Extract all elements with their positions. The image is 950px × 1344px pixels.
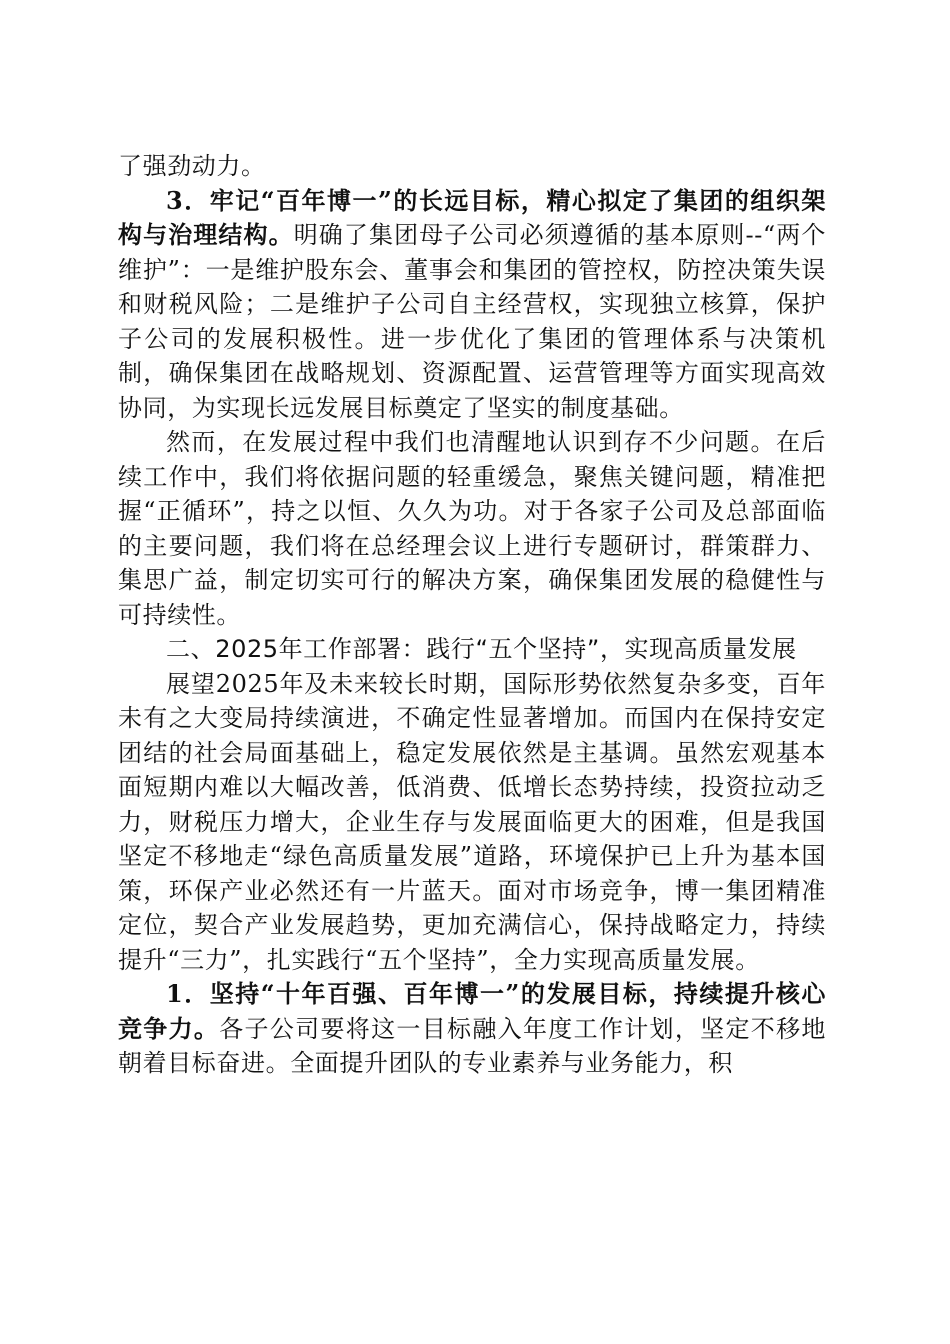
section-heading [118,632,826,667]
paragraph-org-structure [118,184,826,426]
paragraph-outlook [118,667,826,978]
heading-text: 二、2025年工作部署：践行“五个坚持”，实现高质量发展 [166,635,797,663]
paragraph-text: 了强劲动力。 [118,152,266,180]
document-page [118,149,826,1081]
paragraph-text: 展望2025年及未来较长时期，国际形势依然复杂多变，百年未有之大变局持续演进，不确定性显著增加。而国内在保持安定团结的社会局面基础上，稳定发展依然是主基调。虽然宏观基本面短期内难以大幅改善，低消费、低增长态势持续，投资拉动乏力，财税压力增大，企业生存与发展面临更大的困难，但是我国坚定不移地走“绿色高质量发展”道路，环境保护已上升为基本国策，环保产业必然还有一片蓝天。面对市场竞争，博一集团精准定位，契合产业发展趋势，更加充满信心，保持战略定力，持续提升“三力”，扎实践行“五个坚持”，全力实现高质量发展。 [118,669,826,974]
paragraph-text: 然而，在发展过程中我们也清醒地认识到存不少问题。在后续工作中，我们将依据问题的轻重缓急，聚焦关键问题，精准把握“正循环”，持之以恒、久久为功。对于各家子公司及总部面临的主要问题，我们将在总经理会议上进行专题研讨，群策群力、集思广益，制定切实可行的解决方案，确保集团发展的稳健性与可持续性。 [118,428,826,629]
paragraph-text: 明确了集团母子公司必须遵循的基本原则--“两个维护”：一是维护股东会、董事会和集团的管控权，防控决策失误和财税风险；二是维护子公司自主经营权，实现独立核算，保护子公司的发展积极性。进一步优化了集团的管理体系与决策机制，确保集团在战略规划、资源配置、运营管理等方面实现高效协同，为实现长远发展目标奠定了坚实的制度基础。 [118,221,826,422]
paragraph-bold-lead: 3．牢记“百年博一”的长远目标，精心拟定了集团的组织架构与治理结构。 [118,185,826,249]
paragraph-goal [118,977,826,1081]
paragraph-text: 各子公司要将这一目标融入年度工作计划，坚定不移地朝着目标奋进。全面提升团队的专业素养与业务能力，积 [118,1014,826,1077]
paragraph-problems [118,425,826,632]
paragraph-continuation [118,149,826,184]
paragraph-bold-lead: 1．坚持“十年百强、百年博一”的发展目标，持续提升核心竞争力。 [118,979,826,1043]
